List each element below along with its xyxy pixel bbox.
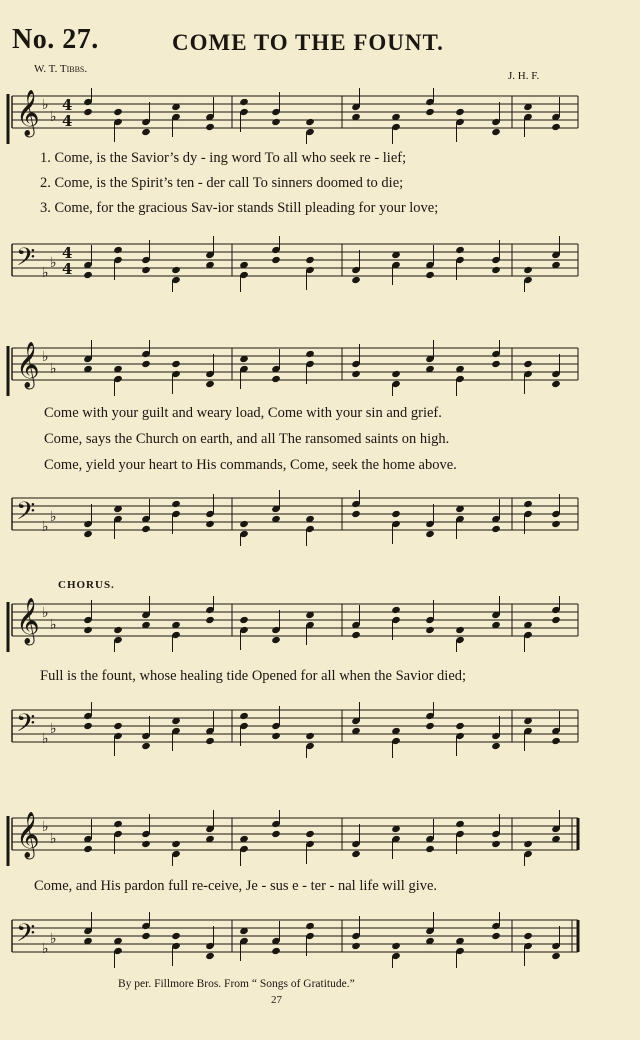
flat-icon: ♭ [42,819,49,835]
note-head [351,510,361,518]
note-head [551,737,561,745]
note-head [491,742,501,750]
note-head [551,123,561,131]
note-head [205,123,215,131]
note-head [523,840,533,848]
note-head [551,520,561,528]
note-head [83,626,93,634]
time-signature-top: 4 [62,244,73,262]
note-head [171,360,181,368]
flat-icon: ♭ [50,509,57,525]
verse-2-line-a: 2. Come, is the Spirit’s ten - der call To sinners doomed to die; [40,175,404,191]
note-head [491,266,501,274]
note-head [83,108,93,116]
treble-staff [0,340,640,396]
page-number: 27 [271,994,282,1006]
verse-1-line-a: 1. Come, is the Savior’s dy - ing word To all who seek re - lief; [40,150,407,166]
treble-staff [0,810,640,866]
note-head [271,732,281,740]
note-head [171,932,181,940]
note-head [113,820,123,828]
note-head [391,510,401,518]
flat-icon: ♭ [50,361,57,377]
note-head [141,360,151,368]
note-head [523,266,533,274]
note-head [239,520,249,528]
note-head [351,850,361,858]
flat-icon: ♭ [50,931,57,947]
time-signature-top: 4 [62,96,73,114]
note-head [239,616,249,624]
hymn-title: COME TO THE FOUNT. [172,30,444,55]
note-head [83,271,93,279]
note-head [141,266,151,274]
note-head [113,108,123,116]
bass-clef-icon: 𝄢 [16,919,36,954]
note-head [141,742,151,750]
note-head [425,626,435,634]
flat-icon: ♭ [50,109,57,125]
note-head [523,500,533,508]
note-head [205,380,215,388]
note-head [271,375,281,383]
flat-icon: ♭ [42,265,49,281]
note-head [239,712,249,720]
note-head [305,922,315,930]
note-head [425,271,435,279]
note-head [351,942,361,950]
note-head [205,520,215,528]
bass-staff [0,490,640,546]
treble-clef-icon: 𝄞 [16,342,40,388]
note-head [113,626,123,634]
treble-clef-icon: 𝄞 [16,90,40,136]
note-head [455,626,465,634]
note-head [141,128,151,136]
note-head [271,947,281,955]
note-head [271,830,281,838]
note-head [305,350,315,358]
flat-icon: ♭ [50,721,57,737]
flat-icon: ♭ [42,97,49,113]
note-head [113,722,123,730]
note-head [83,722,93,730]
note-head [171,840,181,848]
note-head [551,616,561,624]
note-head [425,845,435,853]
note-head [491,360,501,368]
note-head [551,380,561,388]
treble-clef-icon: 𝄞 [16,598,40,644]
note-head [305,118,315,126]
verse-1-line-b: Come with your guilt and weary load, Come with your sin and grief. [44,405,442,421]
flat-icon: ♭ [50,831,57,847]
flat-icon: ♭ [42,519,49,535]
footer-credit: By per. Fillmore Bros. From “ Songs of Gratitude.” [118,978,355,990]
flat-icon: ♭ [42,731,49,747]
time-signature-bottom: 4 [62,260,73,278]
note-head [205,952,215,960]
verse-2-line-b: Come, says the Church on earth, and all The ransomed saints on high. [44,431,450,447]
bass-clef-icon: 𝄢 [16,243,36,278]
note-head [523,932,533,940]
bass-staff [0,912,640,968]
flat-icon: ♭ [50,255,57,271]
chorus-line-2: Come, and His pardon full re-ceive, Je - sus e - ter - nal life will give. [34,878,438,894]
note-head [271,256,281,264]
time-signature-bottom: 4 [62,112,73,130]
bass-staff [0,702,640,758]
treble-clef-icon: 𝄞 [16,812,40,858]
note-head [351,370,361,378]
note-head [455,246,465,254]
note-head [271,636,281,644]
note-head [391,370,401,378]
note-head [455,820,465,828]
note-head [351,276,361,284]
note-head [455,722,465,730]
note-head [391,606,401,614]
chorus-line-1: Full is the fount, whose healing tide Opened for all when the Savior died; [40,668,467,684]
note-head [271,118,281,126]
note-head [305,830,315,838]
flat-icon: ♭ [42,605,49,621]
note-head [491,525,501,533]
note-head [491,932,501,940]
note-head [141,525,151,533]
note-head [455,108,465,116]
note-head [239,98,249,106]
chorus-label: CHORUS. [58,579,115,591]
bass-clef-icon: 𝄢 [16,497,36,532]
note-head [425,108,435,116]
note-head [305,732,315,740]
note-head [171,500,181,508]
author-credit: J. H. F. [508,70,540,82]
note-head [351,631,361,639]
note-head [491,128,501,136]
note-head [425,722,435,730]
composer-credit: W. T. Tibbs. [34,63,88,75]
note-head [205,737,215,745]
note-head [491,840,501,848]
flat-icon: ♭ [42,941,49,957]
note-head [425,530,435,538]
flat-icon: ♭ [50,617,57,633]
treble-staff [0,596,640,652]
note-head [391,942,401,950]
note-head [551,952,561,960]
note-head [523,360,533,368]
bass-clef-icon: 𝄢 [16,709,36,744]
bass-staff [0,236,640,292]
note-head [113,246,123,254]
note-head [141,932,151,940]
hymn-number: No. 27. [12,24,99,55]
treble-staff [0,88,640,144]
note-head [171,266,181,274]
note-head [83,530,93,538]
note-head [205,616,215,624]
verse-3-line-a: 3. Come, for the gracious Sav-ior stands Still pleading for your love; [40,200,439,216]
note-head [83,845,93,853]
verse-3-line-b: Come, yield your heart to His commands, Come, seek the home above. [44,457,457,473]
flat-icon: ♭ [42,349,49,365]
note-head [141,840,151,848]
note-head [305,256,315,264]
